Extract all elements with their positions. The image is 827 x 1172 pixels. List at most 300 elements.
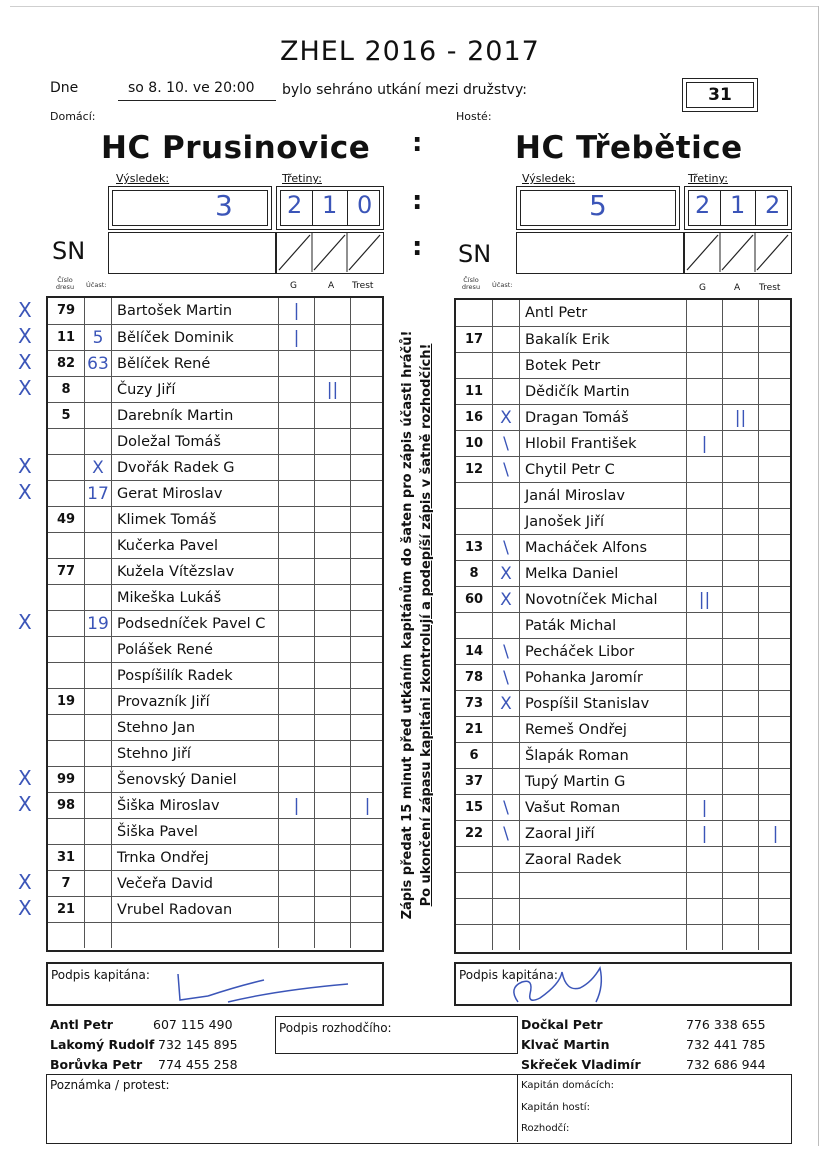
home-margin-mark: X: [18, 480, 32, 504]
home-assists-cell: [314, 611, 350, 636]
home-penalty-cell: [350, 351, 384, 376]
guest-goals-cell: [686, 639, 722, 664]
guest-goals-cell: |: [686, 795, 722, 820]
home-penalty-cell: [350, 871, 384, 896]
guest-player-name: Remeš Ondřej: [519, 717, 686, 742]
guest-penalty-cell: [758, 509, 792, 534]
guest-jersey-number: [456, 353, 492, 378]
guest-player-name: [519, 899, 686, 924]
page-edge-top: [10, 6, 818, 7]
home-assists-cell: [314, 351, 350, 376]
home-sn-label: SN: [52, 237, 86, 265]
guest-jersey-number: 37: [464, 774, 484, 789]
guest-assists-cell: [722, 769, 758, 794]
guest-penalty-cell: |: [758, 821, 792, 846]
guest-penalty-cell: [758, 899, 792, 924]
home-margin-mark: X: [18, 298, 32, 322]
guest-period-2: 1: [730, 191, 746, 219]
guest-penalty-cell: [758, 457, 792, 482]
home-player-row: [48, 428, 382, 454]
guest-assists-cell: [722, 300, 758, 326]
role-referee: Rozhodčí:: [521, 1123, 570, 1134]
guest-penalty-cell: [758, 353, 792, 378]
home-goals-cell: [278, 767, 314, 792]
home-player-row: [48, 324, 382, 350]
guest-attendance-mark: [492, 847, 519, 872]
home-goals-cell: [278, 585, 314, 610]
guest-jersey-number: 6: [469, 748, 479, 763]
guest-penalty-cell: [758, 665, 792, 690]
colon-score: :: [412, 186, 423, 216]
guest-sn-strikes: [685, 233, 790, 272]
home-jersey-number: 77: [56, 564, 76, 579]
contact-right-name: Skřeček Vladimír: [521, 1057, 641, 1072]
guest-assists-cell: [722, 873, 758, 898]
home-player-name: Šiška Miroslav: [111, 793, 278, 818]
guest-sn-label: SN: [458, 240, 492, 268]
guest-player-name: Tupý Martin G: [519, 769, 686, 794]
guest-attendance-mark: [492, 717, 519, 742]
guest-player-name: Vašut Roman: [519, 795, 686, 820]
guest-player-name: Pospíšil Stanislav: [519, 691, 686, 716]
referee-signature-label: Podpis rozhodčího:: [279, 1021, 392, 1035]
home-assists-cell: [314, 689, 350, 714]
guest-penalty-cell: [758, 873, 792, 898]
guest-player-name: Macháček Alfons: [519, 535, 686, 560]
guest-assists-cell: [722, 639, 758, 664]
home-penalty-cell: [350, 585, 384, 610]
home-penalty-cell: [350, 715, 384, 740]
home-jersey-number: 99: [56, 772, 76, 787]
home-penalty-cell: [350, 611, 384, 636]
guest-jersey-number: 15: [464, 800, 484, 815]
home-player-row: [48, 376, 382, 402]
contact-left-phone: 774 455 258: [158, 1057, 238, 1072]
guest-goals-cell: [686, 717, 722, 742]
guest-player-name: Novotníček Michal: [519, 587, 686, 612]
guest-goals-cell: [686, 847, 722, 872]
guest-attendance-mark: [492, 509, 519, 534]
guest-periods-box: [684, 186, 792, 230]
guest-attendance-mark: [492, 873, 519, 898]
home-assists-cell: [314, 481, 350, 506]
guest-player-name: Melka Daniel: [519, 561, 686, 586]
home-captain-signature-box: [46, 962, 384, 1006]
guest-goals-cell: [686, 743, 722, 768]
guest-player-name: Janošek Jiří: [519, 509, 686, 534]
guest-attendance-mark: \: [492, 457, 519, 482]
guest-attendance-mark: X: [492, 561, 519, 586]
home-margin-mark: X: [18, 792, 32, 816]
guest-player-row: [456, 404, 790, 430]
guest-player-name: Botek Petr: [519, 353, 686, 378]
guest-attendance-mark: [492, 379, 519, 404]
home-attendance-mark: 19: [84, 611, 111, 636]
guest-assists-cell: [722, 509, 758, 534]
home-sn-box: [108, 232, 276, 274]
home-assists-cell: [314, 533, 350, 558]
home-jersey-number: 82: [56, 356, 76, 371]
guest-jersey-number: 10: [464, 436, 484, 451]
home-attendance-mark: [84, 533, 111, 558]
guest-player-name: [519, 873, 686, 898]
guest-assists-cell: [722, 613, 758, 638]
home-assists-cell: [314, 871, 350, 896]
guest-attendance-mark: [492, 925, 519, 950]
played-text: bylo sehráno utkání mezi družstvy:: [282, 82, 527, 98]
guest-goals-cell: [686, 873, 722, 898]
guest-attendance-mark: X: [492, 691, 519, 716]
home-goals-cell: [278, 403, 314, 428]
home-goals-cell: [278, 559, 314, 584]
home-player-row: [48, 610, 382, 636]
guest-goals-cell: [686, 379, 722, 404]
home-player-row: [48, 896, 382, 922]
home-attendance-mark: [84, 507, 111, 532]
guest-player-row: [456, 638, 790, 664]
home-assists-cell: [314, 897, 350, 922]
home-assists-cell: [314, 923, 350, 948]
home-assists-cell: [314, 559, 350, 584]
home-penalty-cell: [350, 377, 384, 402]
home-margin-mark: X: [18, 610, 32, 634]
home-jersey-number: [48, 715, 84, 740]
home-col-penalty: Trest: [352, 281, 374, 291]
contact-left-phone: 732 145 895: [158, 1037, 238, 1052]
guest-goals-cell: [686, 691, 722, 716]
guest-attendance-mark: [492, 743, 519, 768]
date-label: Dne: [50, 80, 79, 96]
guest-attendance-mark: X: [492, 587, 519, 612]
guest-assists-cell: [722, 665, 758, 690]
home-player-name: Klimek Tomáš: [111, 507, 278, 532]
referee-signature-box: [275, 1016, 518, 1054]
guest-goals-cell: [686, 457, 722, 482]
guest-penalty-cell: [758, 431, 792, 456]
guest-team-name: HC Třebětice: [515, 130, 743, 166]
home-attendance-mark: [84, 767, 111, 792]
guest-goals-cell: [686, 327, 722, 352]
home-penalty-cell: [350, 533, 384, 558]
guest-goals-cell: ||: [686, 587, 722, 612]
guest-goals-cell: [686, 613, 722, 638]
home-player-name: Dvořák Radek G: [111, 455, 278, 480]
home-jersey-number: [48, 741, 84, 766]
home-goals-cell: [278, 923, 314, 948]
guest-penalty-cell: [758, 327, 792, 352]
note-box: [46, 1074, 792, 1144]
home-jersey-number: [48, 481, 84, 506]
home-assists-cell: [314, 741, 350, 766]
home-attendance-mark: [84, 585, 111, 610]
contact-right-name: Klvač Martin: [521, 1037, 610, 1052]
guest-captain-signature-box: [454, 962, 792, 1006]
guest-assists-cell: [722, 717, 758, 742]
home-margin-mark: X: [18, 870, 32, 894]
guest-assists-cell: [722, 353, 758, 378]
guest-penalty-cell: [758, 769, 792, 794]
guest-jersey-number: 8: [469, 566, 479, 581]
vertical-note-line1: Zápis předat 15 minut před utkáním kapitánům do šaten pro zápis účasti hráčů!: [400, 330, 415, 920]
home-col-attendance: Účast:: [86, 281, 107, 289]
home-player-row: [48, 870, 382, 896]
home-attendance-mark: [84, 923, 111, 948]
guest-player-row: [456, 820, 790, 846]
home-jersey-number: 79: [56, 303, 76, 318]
guest-jersey-number: [456, 925, 492, 950]
home-margin-mark: X: [18, 376, 32, 400]
home-margin-mark: X: [18, 324, 32, 348]
guest-goals-cell: [686, 535, 722, 560]
guest-jersey-number: [456, 483, 492, 508]
home-label: Domácí:: [50, 110, 96, 123]
home-goals-cell: [278, 533, 314, 558]
contact-left-name: Lakomý Rudolf: [50, 1037, 155, 1052]
home-attendance-mark: [84, 741, 111, 766]
guest-attendance-mark: \: [492, 639, 519, 664]
home-player-name: Mikeška Lukáš: [111, 585, 278, 610]
home-jersey-number: [48, 923, 84, 948]
home-jersey-number: [48, 819, 84, 844]
home-assists-cell: [314, 663, 350, 688]
home-goals-cell: [278, 481, 314, 506]
home-penalty-cell: [350, 637, 384, 662]
guest-periods-label: Třetiny:: [688, 172, 728, 185]
contact-right-phone: 732 686 944: [686, 1057, 766, 1072]
guest-attendance-mark: [492, 353, 519, 378]
guest-jersey-number: 11: [464, 384, 484, 399]
page-edge-right: [818, 6, 819, 1146]
match-number-box: [682, 78, 758, 112]
home-attendance-mark: [84, 871, 111, 896]
guest-jersey-number: [456, 613, 492, 638]
home-goals-cell: [278, 351, 314, 376]
guest-assists-cell: [722, 483, 758, 508]
home-goals-cell: [278, 819, 314, 844]
guest-player-name: Šlapák Roman: [519, 743, 686, 768]
guest-penalty-cell: [758, 561, 792, 586]
home-penalty-cell: [350, 767, 384, 792]
guest-assists-cell: [722, 925, 758, 950]
home-captain-signature-label: Podpis kapitána:: [51, 968, 150, 982]
guest-attendance-mark: \: [492, 535, 519, 560]
home-assists-cell: [314, 845, 350, 870]
home-penalty-cell: [350, 429, 384, 454]
guest-attendance-mark: [492, 899, 519, 924]
guest-sn-periods: [684, 232, 792, 274]
guest-jersey-number: 60: [464, 592, 484, 607]
home-attendance-mark: 63: [84, 351, 111, 376]
guest-player-row: [456, 534, 790, 560]
guest-goals-cell: |: [686, 821, 722, 846]
note-divider: [517, 1075, 518, 1142]
home-jersey-number: 49: [56, 512, 76, 527]
guest-roster: [454, 298, 792, 954]
home-player-name: Provazník Jiří: [111, 689, 278, 714]
guest-jersey-number: [456, 899, 492, 924]
home-player-name: Doležal Tomáš: [111, 429, 278, 454]
home-jersey-number: 7: [61, 876, 71, 891]
guest-penalty-cell: [758, 587, 792, 612]
home-jersey-number: 19: [56, 694, 76, 709]
home-player-row: [48, 402, 382, 428]
home-period-3: 0: [357, 191, 373, 219]
home-jersey-number: [48, 533, 84, 558]
home-goals-cell: [278, 455, 314, 480]
home-penalty-cell: [350, 403, 384, 428]
home-sn-strikes: [277, 233, 382, 272]
guest-jersey-number: 22: [464, 826, 484, 841]
guest-penalty-cell: [758, 639, 792, 664]
guest-assists-cell: [722, 327, 758, 352]
guest-attendance-mark: \: [492, 431, 519, 456]
home-jersey-number: [48, 585, 84, 610]
home-goals-cell: |: [278, 793, 314, 818]
home-player-name: Večeřa David: [111, 871, 278, 896]
home-goals-cell: [278, 715, 314, 740]
guest-col-g: G: [699, 283, 706, 293]
guest-player-name: Antl Petr: [519, 300, 686, 326]
home-team-name: HC Prusinovice: [101, 130, 371, 166]
guest-player-name: Pecháček Libor: [519, 639, 686, 664]
home-jersey-number: 8: [61, 382, 71, 397]
home-goals-cell: [278, 507, 314, 532]
home-penalty-cell: [350, 481, 384, 506]
guest-player-name: Pohanka Jaromír: [519, 665, 686, 690]
contact-left-name: Antl Petr: [50, 1017, 113, 1032]
guest-goals-cell: [686, 925, 722, 950]
home-player-row: [48, 818, 382, 844]
home-result-label: Výsledek:: [116, 172, 170, 185]
guest-player-name: Janál Miroslav: [519, 483, 686, 508]
guest-player-row: [456, 872, 790, 898]
home-attendance-mark: 5: [84, 325, 111, 350]
home-assists-cell: [314, 298, 350, 324]
home-player-name: Gerat Miroslav: [111, 481, 278, 506]
guest-player-name: Paták Michal: [519, 613, 686, 638]
guest-attendance-mark: [492, 613, 519, 638]
guest-attendance-mark: [492, 483, 519, 508]
guest-sn-box: [516, 232, 684, 274]
contact-right-phone: 732 441 785: [686, 1037, 766, 1052]
home-assists-cell: [314, 403, 350, 428]
home-player-row: [48, 636, 382, 662]
home-attendance-mark: [84, 845, 111, 870]
guest-goals-cell: [686, 899, 722, 924]
guest-assists-cell: [722, 379, 758, 404]
guest-player-name: Dědičík Martin: [519, 379, 686, 404]
home-player-row: [48, 740, 382, 766]
guest-attendance-mark: X: [492, 405, 519, 430]
guest-goals-cell: [686, 561, 722, 586]
home-player-row: [48, 662, 382, 688]
vertical-note: [396, 330, 438, 920]
guest-goals-cell: [686, 483, 722, 508]
role-guest-captain: Kapitán hostí:: [521, 1102, 590, 1113]
home-player-name: Vrubel Radovan: [111, 897, 278, 922]
home-penalty-cell: [350, 819, 384, 844]
home-col-a: A: [328, 281, 335, 291]
home-assists-cell: [314, 767, 350, 792]
colon-teams: :: [412, 128, 423, 158]
home-goals-cell: [278, 663, 314, 688]
home-assists-cell: [314, 507, 350, 532]
guest-goals-cell: [686, 405, 722, 430]
guest-attendance-mark: \: [492, 821, 519, 846]
home-player-name: Bělíček Dominik: [111, 325, 278, 350]
home-penalty-cell: [350, 845, 384, 870]
guest-goals-cell: [686, 353, 722, 378]
guest-penalty-cell: [758, 717, 792, 742]
guest-penalty-cell: [758, 613, 792, 638]
home-attendance-mark: 17: [84, 481, 111, 506]
guest-jersey-number: 17: [464, 332, 484, 347]
home-player-row: [48, 714, 382, 740]
home-col-number: Číslo dresu: [55, 276, 75, 291]
home-player-row: [48, 766, 382, 792]
home-attendance-mark: [84, 793, 111, 818]
guest-assists-cell: [722, 457, 758, 482]
home-assists-cell: [314, 637, 350, 662]
home-player-name: Pospíšilík Radek: [111, 663, 278, 688]
home-player-row: [48, 792, 382, 818]
guest-player-row: [456, 352, 790, 378]
home-goals-cell: [278, 689, 314, 714]
home-score-box: [108, 186, 272, 230]
guest-player-name: Chytil Petr C: [519, 457, 686, 482]
guest-col-penalty: Trest: [759, 283, 781, 293]
guest-assists-cell: [722, 691, 758, 716]
home-attendance-mark: X: [84, 455, 111, 480]
home-player-name: Šiška Pavel: [111, 819, 278, 844]
guest-goals-cell: [686, 509, 722, 534]
guest-player-row: [456, 612, 790, 638]
guest-jersey-number: 21: [464, 722, 484, 737]
home-jersey-number: [48, 663, 84, 688]
guest-penalty-cell: [758, 405, 792, 430]
guest-score-box: [516, 186, 680, 230]
guest-player-row: [456, 508, 790, 534]
home-player-row: [48, 532, 382, 558]
home-margin-mark: X: [18, 454, 32, 478]
home-player-name: Stehno Jan: [111, 715, 278, 740]
guest-player-row: [456, 430, 790, 456]
home-player-name: Bartošek Martin: [111, 298, 278, 324]
guest-assists-cell: [722, 743, 758, 768]
home-player-row: [48, 584, 382, 610]
contact-right-name: Dočkal Petr: [521, 1017, 603, 1032]
home-period-1: 2: [287, 191, 303, 219]
home-attendance-mark: [84, 689, 111, 714]
guest-captain-signature-label: Podpis kapitána:: [459, 968, 558, 982]
home-player-name: [111, 923, 278, 948]
date-value: so 8. 10. ve 20:00: [128, 80, 255, 96]
home-jersey-number: [48, 611, 84, 636]
guest-player-row: [456, 690, 790, 716]
home-attendance-mark: [84, 298, 111, 324]
guest-penalty-cell: [758, 535, 792, 560]
home-player-row: [48, 558, 382, 584]
home-assists-cell: [314, 429, 350, 454]
home-player-row: [48, 454, 382, 480]
guest-goals-cell: [686, 769, 722, 794]
home-col-g: G: [290, 281, 297, 291]
guest-col-a: A: [734, 283, 741, 293]
guest-player-row: [456, 924, 790, 950]
guest-player-row: [456, 742, 790, 768]
home-assists-cell: ||: [314, 377, 350, 402]
home-margin-mark: X: [18, 896, 32, 920]
